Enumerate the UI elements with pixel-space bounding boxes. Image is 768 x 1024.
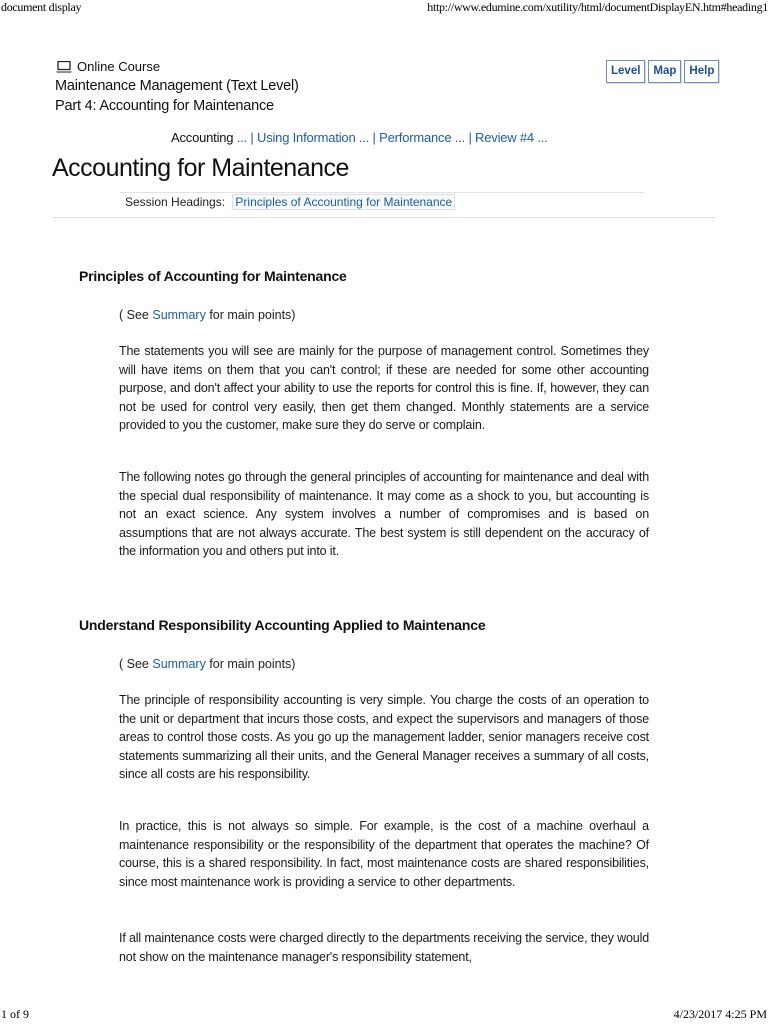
map-button[interactable]: Map <box>648 60 681 83</box>
session-headings-label: Session Headings: <box>125 195 226 209</box>
paragraph: The principle of responsibility accounting is very simple. You charge the costs of an operation to the unit or department that incurs those costs, and expect the supervisors and managers of those areas to control those costs. As you go up the management ladder, senior managers receive cost statements summarizing all their units, and the General Manager receives a summary of all costs, since all costs are his responsibility. <box>119 693 649 782</box>
see-suffix: for main points) <box>205 657 296 671</box>
paragraph: The following notes go through the general principles of accounting for maintenance and deal with the special dual responsibility of maintenance. It may come as a shock to you, but accounting is not an exact science. Any system involves a number of compromises and is based on assumptions that are not always accurate. The best system is still dependent on the accuracy of the information you and others put into it. <box>119 470 649 559</box>
section-heading: Principles of Accounting for Maintenance <box>79 268 347 284</box>
paragraph: If all maintenance costs were charged directly to the departments receiving the service, they would not show on the maintenance manager's responsibility statement, <box>119 931 649 964</box>
breadcrumb-separator: | <box>369 130 380 145</box>
print-timestamp: 4/23/2017 4:25 PM <box>673 1007 767 1021</box>
divider <box>120 192 644 193</box>
page-count: 1 of 9 <box>1 1007 29 1021</box>
help-button[interactable]: Help <box>684 60 719 83</box>
breadcrumb-current: Accounting <box>171 130 234 145</box>
summary-link[interactable]: Summary <box>152 657 206 671</box>
course-part: Part 4: Accounting for Maintenance <box>55 98 274 114</box>
breadcrumb-link-using-information[interactable]: Using Information ... <box>257 130 370 145</box>
session-headings <box>125 195 455 209</box>
see-prefix: ( See <box>119 308 153 322</box>
print-header-url: http://www.edumine.com/xutility/html/documentDisplayEN.htm#heading1 <box>427 0 768 14</box>
print-footer <box>0 1006 768 1022</box>
see-summary-line <box>119 657 295 671</box>
see-prefix: ( See <box>119 657 153 671</box>
course-header <box>55 59 299 114</box>
breadcrumb-link-performance[interactable]: Performance ... <box>379 130 466 145</box>
course-title: Maintenance Management (Text Level) <box>55 78 299 94</box>
breadcrumb-separator: | <box>465 130 476 145</box>
see-summary-line <box>119 308 295 322</box>
breadcrumb-current-more-link[interactable]: ... <box>233 130 247 145</box>
summary-link[interactable]: Summary <box>152 308 206 322</box>
print-header-title: document display <box>1 0 82 14</box>
paragraph: In practice, this is not always so simple. For example, is the cost of a machine overhaul a maintenance responsibility or the responsibility of the department that operates the machine? Of course, this is a shared responsibility. In fact, most maintenance costs are shared responsibilities, since most maintenance work is providing a service to other departments. <box>119 819 649 889</box>
laptop-icon <box>55 61 73 73</box>
see-suffix: for main points) <box>205 308 296 322</box>
level-button[interactable]: Level <box>606 60 645 83</box>
nav-button-group <box>606 60 719 83</box>
page-title: Accounting for Maintenance <box>52 154 349 182</box>
session-headings-select[interactable]: Principles of Accounting for Maintenance <box>232 194 455 210</box>
breadcrumb-separator: | <box>246 130 257 145</box>
breadcrumb-link-review-4[interactable]: Review #4 ... <box>475 130 548 145</box>
course-type-label: Online Course <box>77 59 161 74</box>
section-heading: Understand Responsibility Accounting Applied to Maintenance <box>79 617 486 633</box>
paragraph: The statements you will see are mainly for the purpose of management control. Sometimes they will have items on them that you can't control; if these are needed for some other accounting purpose, and don't affect your ability to use the reports for control this is fine. If, however, they can not be used for control very easily, then get them changed. Monthly statements are a service provided to you the customer, make sure they do serve or complain. <box>119 344 649 433</box>
divider <box>52 217 716 218</box>
breadcrumb <box>171 130 548 145</box>
print-header <box>0 0 768 16</box>
